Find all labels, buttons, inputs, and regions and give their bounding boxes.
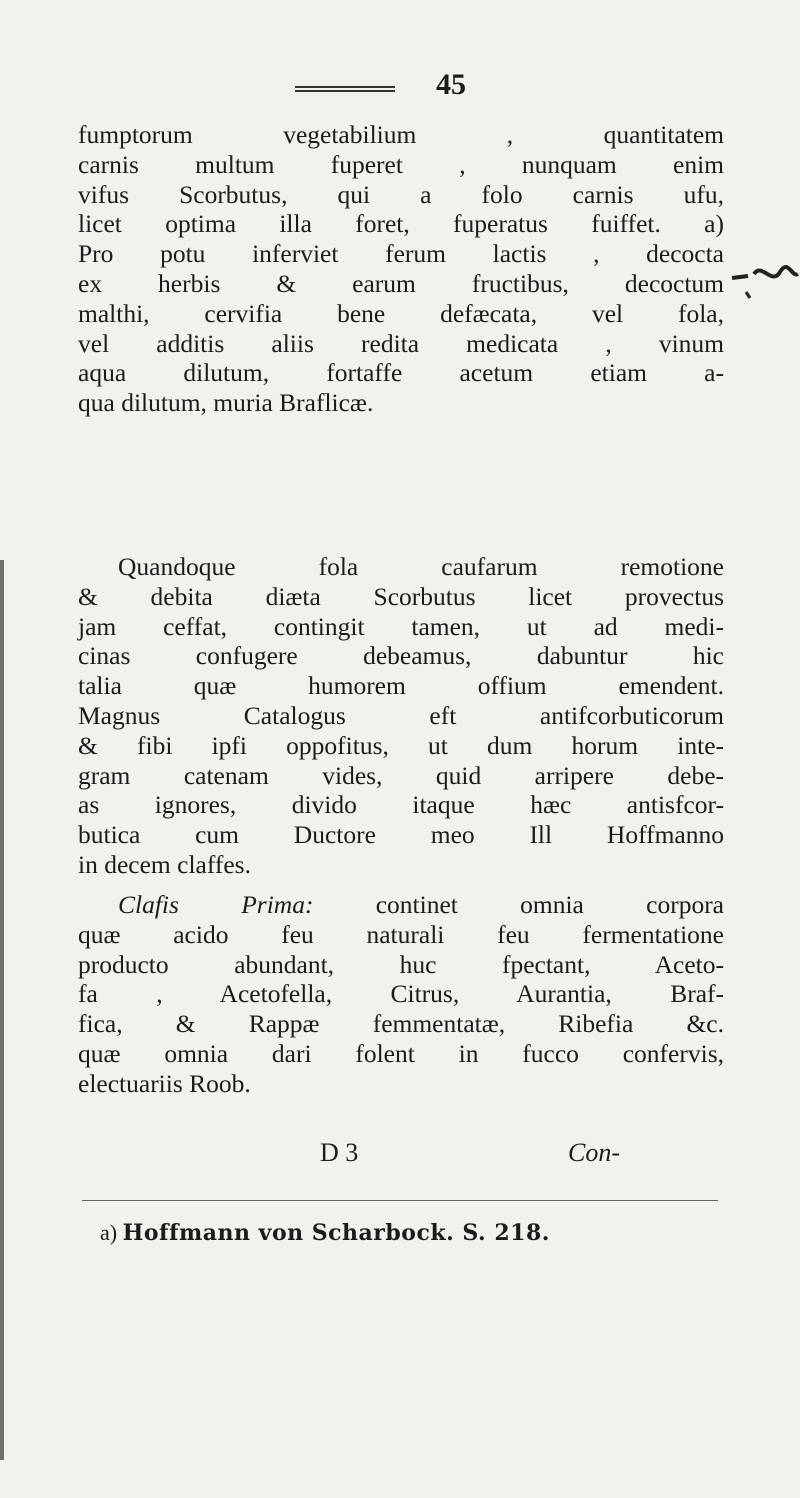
text-line: electuariis Roob. — [78, 1068, 251, 1098]
header-ornament-rule — [295, 86, 395, 92]
text-line: malthi, cervifia bene defæcata, vel fola, — [78, 298, 724, 328]
text-line: fa , Acetofella, Citrus, Aurantia, Braf- — [78, 979, 724, 1009]
page-number: 45 — [436, 68, 466, 101]
text-line: jam ceffat, contingit tamen, ut ad medi- — [78, 611, 724, 641]
text-line: talia quæ humorem offium emendent. — [78, 671, 724, 701]
text-line: butica cum Ductore meo Ill Hoffmanno — [78, 820, 724, 850]
catchword: Con- — [568, 1138, 620, 1167]
footnote — [100, 1220, 550, 1246]
text-line: gram catenam vides, quid arripere debe- — [78, 760, 724, 790]
paragraph-1 — [78, 120, 724, 418]
marginal-annotation-mark — [728, 256, 800, 300]
text-line: fumptorum vegetabilium , quantitatem — [78, 120, 724, 149]
text-line: qua dilutum, muria Braflicæ. — [78, 388, 374, 418]
paragraph-2 — [78, 552, 724, 880]
text-line: quæ acido feu naturali feu fermentatione — [78, 919, 724, 949]
class-heading: Clafis Prima: — [118, 890, 314, 919]
footnote-rule — [82, 1200, 718, 1201]
text-line: & fibi ipfi oppofitus, ut dum horum inte- — [78, 730, 724, 760]
text-line-rest: continet omnia corpora — [313, 890, 724, 919]
text-line: Pro potu inferviet ferum lactis , decocta — [78, 239, 724, 269]
text-line: vel additis aliis redita medicata , vinum — [78, 328, 724, 358]
text-line — [78, 890, 724, 920]
text-line: as ignores, divido itaque hæc antisfcor- — [78, 790, 724, 820]
page-edge-shadow — [0, 560, 4, 1460]
footnote-text: Hoffmann von Scharbock. S. 218. — [122, 1220, 550, 1246]
footnote-marker: a) — [100, 1220, 118, 1245]
text-line: quæ omnia dari folent in fucco confervis, — [78, 1038, 724, 1068]
text-line: Magnus Catalogus eft antifcorbuticorum — [78, 700, 724, 730]
text-line: ex herbis & earum fructibus, decoctum — [78, 268, 724, 298]
signature-line — [320, 1138, 620, 1168]
text-line: in decem claffes. — [78, 849, 251, 879]
paragraph-3 — [78, 890, 724, 1099]
text-line: cinas confugere debeamus, dabuntur hic — [78, 641, 724, 671]
text-line: & debita diæta Scorbutus licet provectus — [78, 581, 724, 611]
signature-mark: D 3 — [320, 1138, 359, 1167]
text-line: Quandoque fola caufarum remotione — [118, 552, 724, 581]
text-line: aqua dilutum, fortaffe acetum etiam a- — [78, 358, 724, 388]
text-line: producto abundant, huc fpectant, Aceto- — [78, 949, 724, 979]
text-line: fica, & Rappæ femmentatæ, Ribefia &c. — [78, 1009, 724, 1039]
text-line: carnis multum fuperet , nunquam enim — [78, 149, 724, 179]
text-line: licet optima illa foret, fuperatus fuiffet. a) — [78, 209, 724, 239]
text-line: vifus Scorbutus, qui a folo carnis ufu, — [78, 179, 724, 209]
